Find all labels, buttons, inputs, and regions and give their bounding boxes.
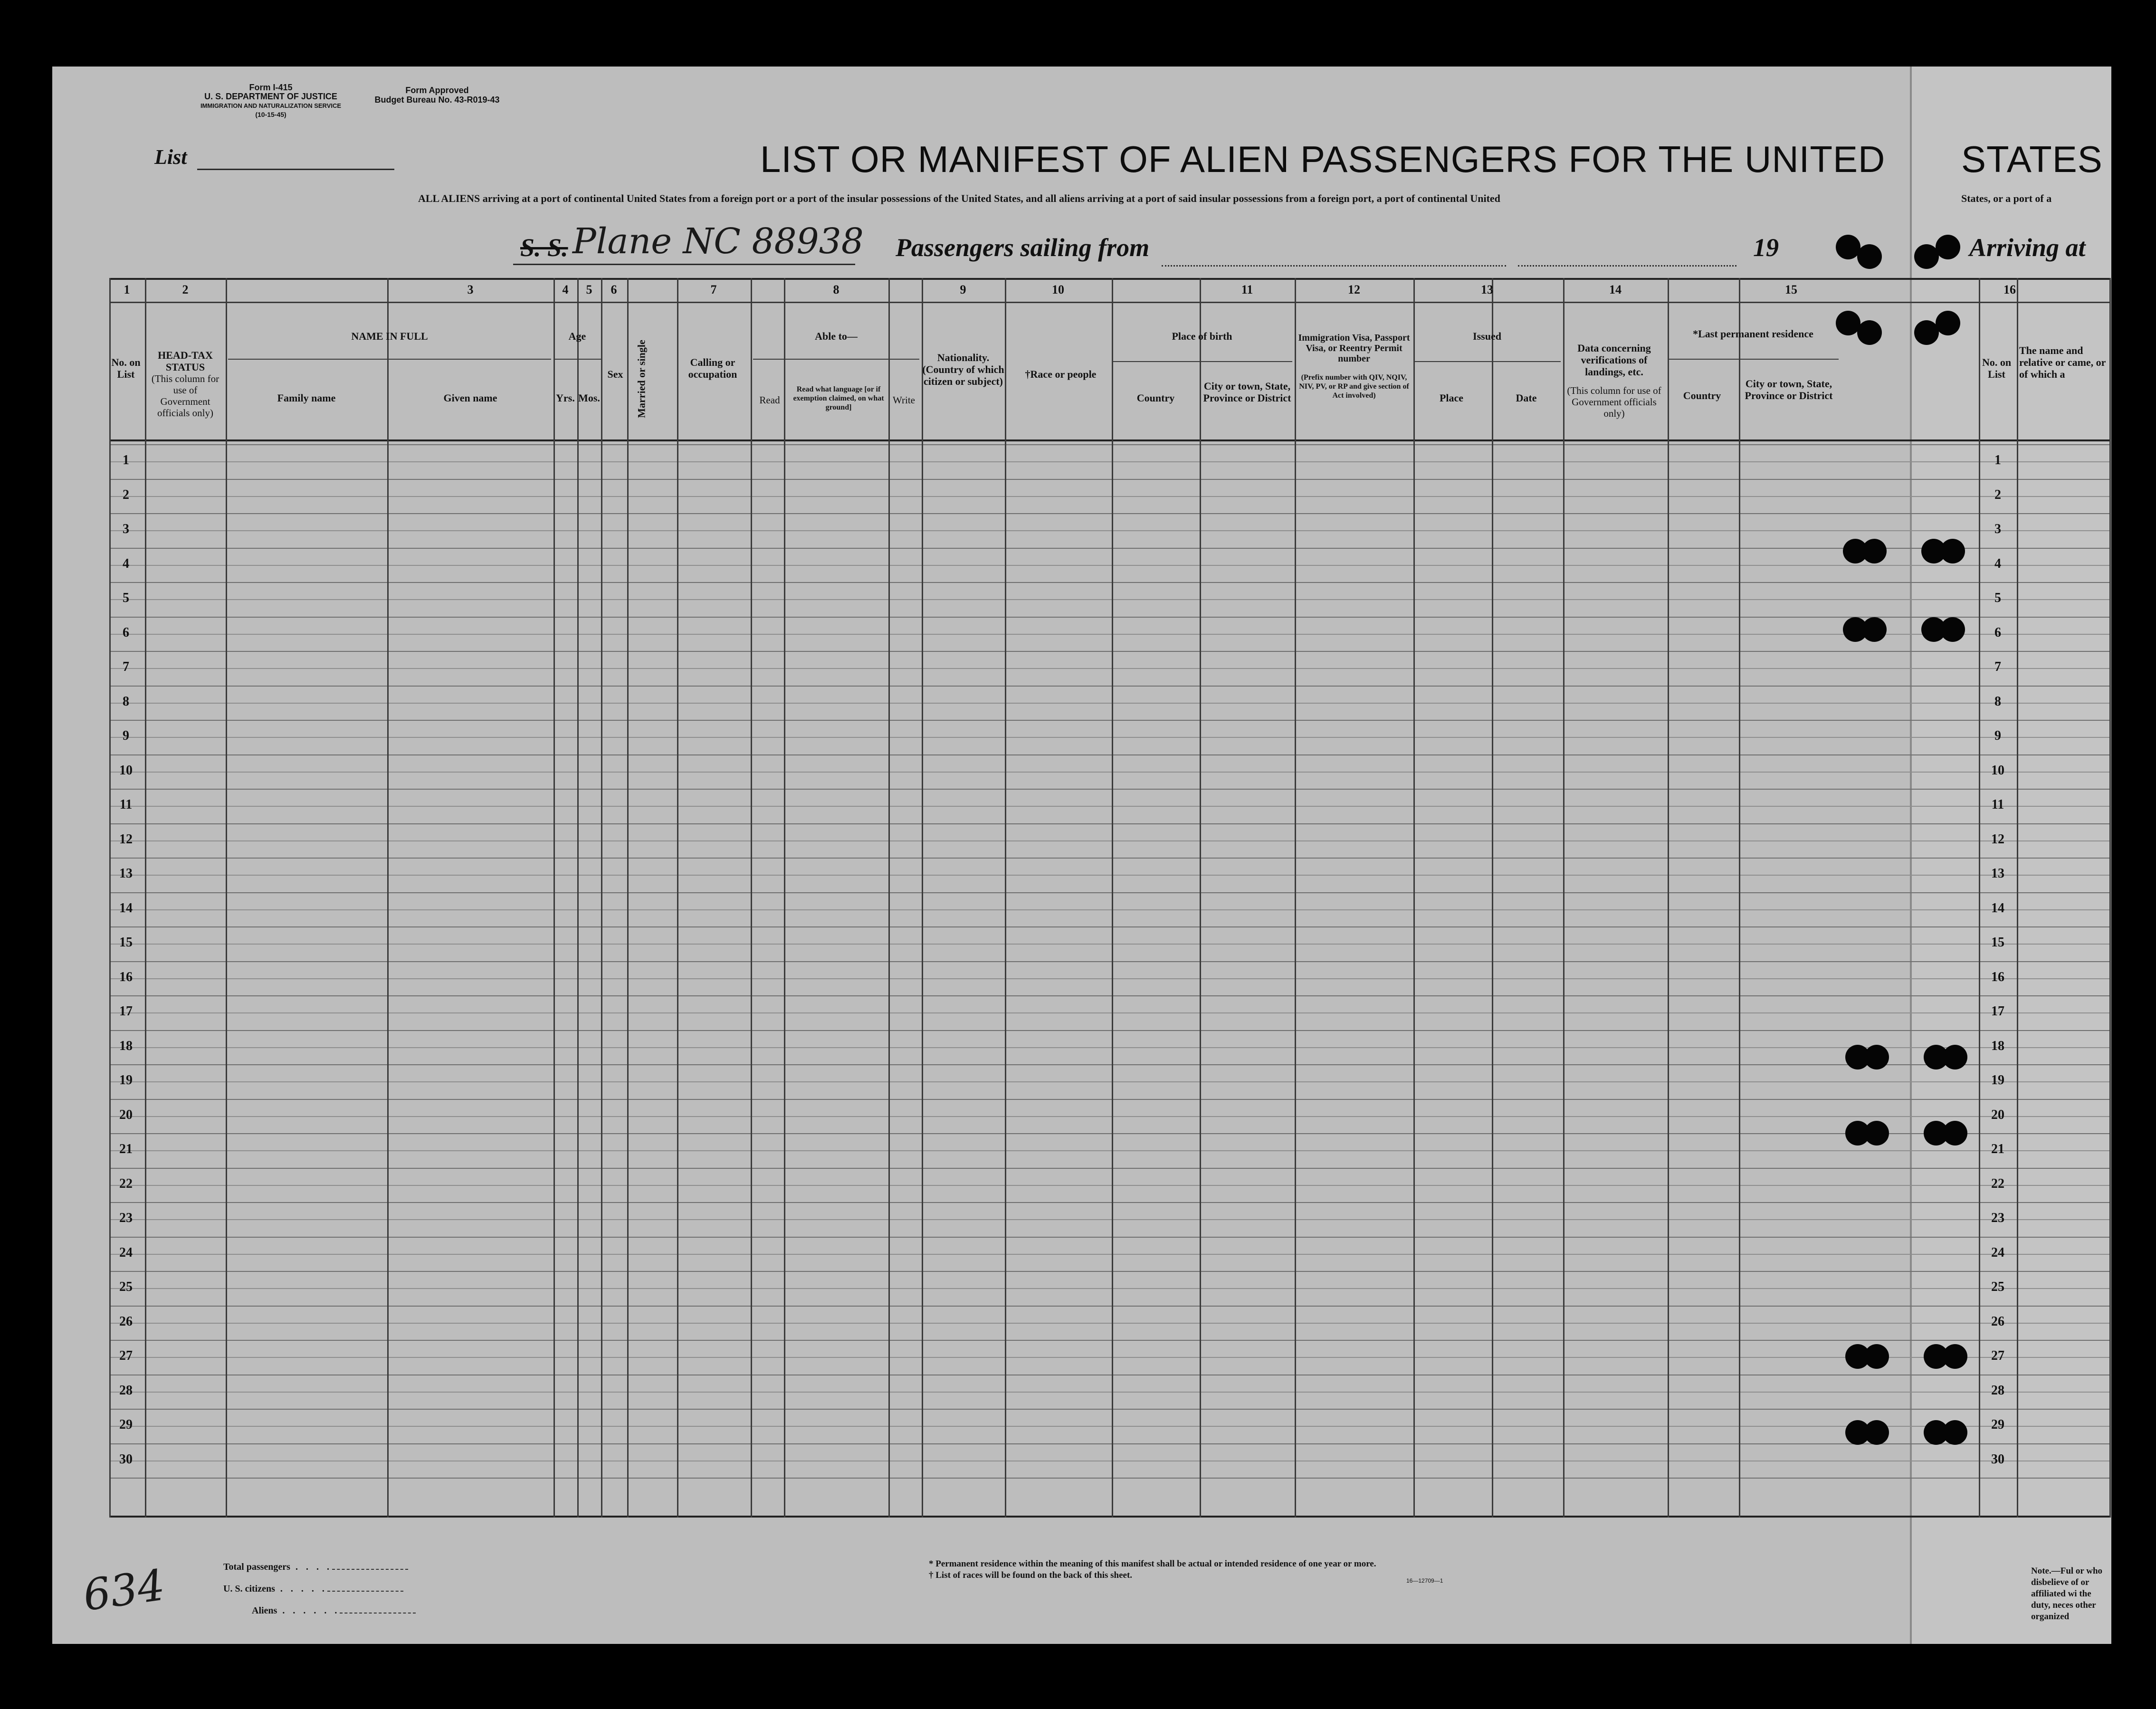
arriving-label: Arriving at: [1969, 233, 2086, 262]
row-rule: [109, 1116, 2109, 1117]
punch-hole: [1862, 617, 1887, 642]
column-divider: [577, 278, 579, 1518]
row-rule: [109, 1099, 2109, 1100]
row-rule: [109, 978, 2109, 979]
header-name-in-full: NAME IN FULL: [351, 330, 428, 342]
row-number: 5: [123, 591, 129, 605]
row-rule: [109, 1271, 2109, 1272]
row-rule: [109, 909, 2109, 910]
header-read-language: Read what language [or if exemption claimed, on what ground]: [793, 385, 884, 411]
column-divider: [1668, 278, 1669, 1518]
row-number: 21: [119, 1142, 133, 1156]
row-number: 8: [123, 694, 129, 709]
column-number: 12: [1348, 283, 1360, 296]
row-number: 12: [119, 831, 133, 847]
column-divider: [1200, 278, 1201, 1518]
row-number: 27: [119, 1348, 133, 1363]
row-rule: [109, 754, 2109, 755]
row-rule: [109, 1254, 2109, 1255]
punch-hole: [1940, 539, 1965, 563]
row-rule: [109, 1150, 2109, 1151]
row-rule: [109, 1426, 2109, 1427]
row-rule: [109, 582, 2109, 583]
service-name: IMMIGRATION AND NATURALIZATION SERVICE: [200, 102, 342, 109]
header-write: Write: [893, 394, 915, 406]
header-birth-country: Country: [1136, 392, 1175, 404]
row-number: 16: [1991, 969, 2004, 984]
row-number: 15: [1991, 935, 2004, 950]
row-rule: [109, 772, 2109, 773]
row-number: 12: [1991, 831, 2004, 847]
row-number: 4: [1994, 556, 2001, 571]
punch-hole: [1936, 311, 1960, 335]
punch-hole: [1864, 1344, 1889, 1369]
column-number: 5: [586, 283, 592, 296]
punch-hole: [1864, 1420, 1889, 1445]
header-lr-city: City or town, State, Province or District: [1745, 378, 1833, 401]
row-rule: [109, 1357, 2109, 1358]
row-number: 7: [1994, 659, 2001, 674]
header-head-tax-note: (This column for use of Government officials only): [151, 373, 219, 419]
header-lr-country: Country: [1683, 390, 1721, 401]
column-divider: [677, 278, 678, 1518]
header-head-tax: HEAD-TAX STATUS: [158, 349, 213, 373]
row-number: 18: [119, 1038, 133, 1053]
header-no-on-list: No. on List: [111, 356, 141, 380]
column-divider: [1563, 278, 1565, 1518]
row-rule: [109, 634, 2109, 635]
column-divider: [1295, 278, 1296, 1518]
row-rule: [109, 565, 2109, 566]
row-number: 23: [1991, 1211, 2004, 1225]
row-number: 29: [1991, 1417, 2004, 1432]
column-number: 16: [2003, 283, 2016, 296]
form-edition: (10-15-45): [255, 111, 286, 118]
row-rule: [109, 875, 2109, 876]
header-visa: Immigration Visa, Passport Visa, or Reentry Permit number: [1298, 333, 1410, 364]
row-number: 11: [119, 797, 133, 812]
sailing-date-line: [1518, 264, 1736, 267]
header-sex: Sex: [607, 368, 623, 380]
header-issued: Issued: [1473, 330, 1501, 342]
punch-hole: [1943, 1344, 1967, 1369]
row-number: 1: [1994, 453, 2001, 468]
row-number: 17: [1991, 1004, 2004, 1019]
column-number: 8: [833, 283, 840, 296]
punch-hole: [1936, 235, 1960, 259]
row-rule: [109, 461, 2109, 462]
row-rule: [109, 703, 2109, 704]
column-number: 9: [960, 283, 966, 296]
row-number: 24: [119, 1245, 133, 1260]
row-rule: [109, 737, 2109, 738]
list-label: List: [154, 145, 187, 169]
row-rule: [109, 944, 2109, 945]
footer-totals: Total passengers . . . . U. S. citizens . . . . . Aliens . . . . . .: [223, 1556, 416, 1622]
row-number: 20: [119, 1107, 133, 1122]
row-number: 29: [119, 1417, 133, 1432]
row-number: 13: [119, 866, 133, 881]
row-number: 2: [123, 487, 129, 502]
row-number: 19: [1991, 1073, 2004, 1088]
row-number: 21: [1991, 1142, 2004, 1156]
form-approval: [361, 86, 513, 105]
header-married: Married or single: [635, 340, 648, 418]
header-mos: Mos.: [578, 392, 600, 404]
row-number: 3: [1994, 522, 2001, 536]
header-calling: Calling or occupation: [688, 356, 737, 380]
column-divider: [2017, 278, 2018, 1518]
row-number: 4: [123, 556, 129, 571]
row-rule: [109, 617, 2109, 618]
row-rule: [109, 530, 2109, 531]
column-divider: [751, 278, 752, 1518]
row-rule: [109, 1288, 2109, 1289]
gpo-code: 16—12709—1: [1406, 1577, 1443, 1584]
column-divider: [1005, 278, 1006, 1518]
handwritten-stamp: 634: [80, 1560, 168, 1621]
row-number: 3: [123, 522, 129, 536]
header-age: Age: [568, 330, 586, 342]
header-verifications-note: (This column for use of Government officials only): [1567, 385, 1661, 419]
header-nationality: Nationality. (Country of which citizen or subject): [922, 352, 1004, 387]
row-number: 27: [1991, 1348, 2004, 1363]
row-number: 15: [119, 935, 133, 950]
row-number: 5: [1994, 591, 2001, 605]
row-rule: [109, 668, 2109, 669]
row-rule: [109, 1409, 2109, 1410]
column-number: 11: [1241, 283, 1253, 296]
sailing-from-line: [1162, 264, 1506, 267]
column-divider: [145, 278, 146, 1518]
ss-printed: S. S.: [520, 233, 568, 262]
row-number: 22: [1991, 1176, 2004, 1191]
row-number: 10: [1991, 763, 2004, 778]
column-number: 13: [1481, 283, 1493, 296]
row-number: 13: [1991, 866, 2004, 881]
row-number: 14: [1991, 900, 2004, 916]
punch-hole: [1943, 1121, 1967, 1146]
row-number: 20: [1991, 1107, 2004, 1122]
row-rule: [109, 961, 2109, 962]
row-rule: [109, 1443, 2109, 1444]
column-number: 10: [1052, 283, 1064, 296]
column-number: 1: [124, 283, 130, 296]
row-number: 25: [119, 1279, 133, 1294]
row-number: 11: [1991, 797, 2004, 812]
row-number: 24: [1991, 1245, 2004, 1260]
row-rule: [109, 1047, 2109, 1048]
row-number: 8: [1994, 694, 2001, 709]
column-divider: [1413, 278, 1415, 1518]
department-name: U. S. DEPARTMENT OF JUSTICE: [204, 92, 337, 101]
column-divider: [1739, 278, 1740, 1518]
subtitle-cont: States, or a port of a: [1961, 192, 2052, 204]
note-races: † List of races will be found on the back of this sheet.: [929, 1570, 1133, 1580]
row-rule: [109, 1185, 2109, 1186]
column-divider: [784, 278, 785, 1518]
note-residence: * Permanent residence within the meaning of this manifest shall be actual or intended residence of one year or more.: [929, 1559, 1376, 1569]
punch-hole: [1864, 1045, 1889, 1069]
list-line: [197, 169, 394, 170]
column-divider: [553, 278, 555, 1518]
row-rule: [109, 444, 2109, 445]
row-rule: [109, 892, 2109, 893]
column-number: 15: [1785, 283, 1797, 296]
row-number: 14: [119, 900, 133, 916]
total-passengers-label: Total passengers: [223, 1562, 290, 1572]
page-title: LIST OR MANIFEST OF ALIEN PASSENGERS FOR THE UNITED: [760, 138, 1886, 180]
budget-number: Budget Bureau No. 43-R019-43: [374, 95, 500, 105]
punch-hole: [1943, 1045, 1967, 1069]
footer-notes: [929, 1558, 1376, 1581]
row-number: 10: [119, 763, 133, 778]
header-no-on-list-16: No. on List: [1982, 356, 2012, 380]
row-rule: [109, 599, 2109, 600]
column-divider: [601, 278, 602, 1518]
column-number: 6: [611, 283, 617, 296]
header-issued-place: Place: [1439, 392, 1464, 404]
column-divider: [627, 278, 629, 1518]
form-info: [195, 83, 347, 119]
row-rule: [109, 1219, 2109, 1220]
row-number: 16: [119, 969, 133, 984]
row-number: 6: [1994, 625, 2001, 640]
row-rule: [109, 926, 2109, 927]
row-number: 2: [1994, 487, 2001, 502]
punch-hole: [1864, 1121, 1889, 1146]
row-rule: [109, 1478, 2109, 1479]
punch-hole: [1857, 320, 1882, 345]
header-visa-note: (Prefix number with QIV, NQIV, NIV, PV, or RP and give section of Act involved): [1299, 373, 1409, 400]
row-number: 19: [119, 1073, 133, 1088]
column-divider: [1492, 278, 1493, 1518]
column-divider: [2109, 278, 2111, 1518]
row-rule: [109, 651, 2109, 652]
row-rule: [109, 1064, 2109, 1065]
row-rule: [109, 686, 2109, 687]
punch-hole: [1943, 1420, 1967, 1445]
column-divider: [1112, 278, 1113, 1518]
row-rule: [109, 479, 2109, 480]
row-number: 6: [123, 625, 129, 640]
row-rule: [109, 496, 2109, 497]
form-approved: Form Approved: [405, 86, 469, 95]
row-number: 9: [1994, 728, 2001, 743]
punch-hole: [1862, 539, 1887, 563]
subtitle: ALL ALIENS arriving at a port of continental United States from a foreign port or a port of the insular possessions of the United States, and all aliens arriving at a port of said insular possessions from a foreign port, a port of continental United: [418, 192, 1500, 204]
header-issued-date: Date: [1516, 392, 1537, 404]
row-number: 22: [119, 1176, 133, 1191]
header-place-of-birth: Place of birth: [1172, 330, 1232, 342]
row-rule: [109, 1012, 2109, 1013]
column-number: 2: [182, 283, 189, 296]
row-rule: [109, 1340, 2109, 1341]
row-rule: [109, 858, 2109, 859]
aliens-label: Aliens: [252, 1605, 277, 1616]
vessel-line: [513, 264, 855, 265]
row-rule: [109, 1306, 2109, 1307]
column-number: 14: [1609, 283, 1622, 296]
year-prefix: 19: [1753, 233, 1779, 262]
row-number: 30: [1991, 1451, 2004, 1467]
row-number: 26: [1991, 1314, 2004, 1329]
row-number: 28: [1991, 1383, 2004, 1398]
sailing-from-label: Passengers sailing from: [896, 233, 1150, 262]
column-divider: [387, 278, 389, 1518]
row-number: 7: [123, 659, 129, 674]
column-divider: [226, 278, 227, 1518]
row-rule: [109, 1202, 2109, 1203]
row-rule: [109, 806, 2109, 807]
row-number: 9: [123, 728, 129, 743]
column-divider: [1979, 278, 1980, 1518]
row-number: 28: [119, 1383, 133, 1398]
header-col16: The name and relative or came, or of which a: [2019, 344, 2106, 380]
header-verifications: Data concerning verifications of landings, etc.: [1577, 342, 1651, 378]
column-number: 3: [467, 283, 474, 296]
header-given-name: Given name: [443, 392, 497, 404]
row-rule: [109, 789, 2109, 790]
row-rule: [109, 513, 2109, 514]
row-number: 25: [1991, 1279, 2004, 1294]
column-number: 7: [710, 283, 717, 296]
row-number: 18: [1991, 1038, 2004, 1053]
header-race: †Race or people: [1025, 368, 1097, 380]
page-title-cont: STATES: [1961, 138, 2103, 180]
row-rule: [109, 548, 2109, 549]
column-number: 4: [562, 283, 569, 296]
column-divider: [888, 278, 890, 1518]
row-rule: [109, 720, 2109, 721]
punch-hole: [1940, 617, 1965, 642]
column-divider: [922, 278, 923, 1518]
row-number: 30: [119, 1451, 133, 1467]
row-number: 1: [123, 453, 129, 468]
header-birth-city: City or town, State, Province or District: [1203, 380, 1291, 404]
header-read: Read: [759, 394, 780, 406]
form-number: Form I-415: [249, 83, 293, 92]
header-able-to: Able to—: [815, 330, 858, 342]
side-note: Note.—Ful or who disbelieve of or affiliated wi the duty, neces other organized: [2031, 1566, 2103, 1622]
row-rule: [109, 1392, 2109, 1393]
row-rule: [109, 1081, 2109, 1082]
manifest-table: [109, 278, 2109, 1520]
us-citizens-label: U. S. citizens: [223, 1584, 275, 1594]
row-rule: [109, 1133, 2109, 1134]
row-rule: [109, 1030, 2109, 1031]
row-rule: [109, 1237, 2109, 1238]
header-family-name: Family name: [277, 392, 336, 404]
row-rule: [109, 1168, 2109, 1169]
row-rule: [109, 823, 2109, 824]
row-rule: [109, 995, 2109, 996]
row-number: 23: [119, 1211, 133, 1225]
punch-hole: [1857, 244, 1882, 269]
row-number: 17: [119, 1004, 133, 1019]
header-yrs: Yrs.: [556, 392, 575, 404]
row-rule: [109, 1323, 2109, 1324]
header-last-residence: *Last permanent residence: [1693, 328, 1813, 340]
row-rule: [109, 840, 2109, 841]
row-number: 26: [119, 1314, 133, 1329]
vessel-name-handwritten: Plane NC 88938: [572, 221, 864, 262]
